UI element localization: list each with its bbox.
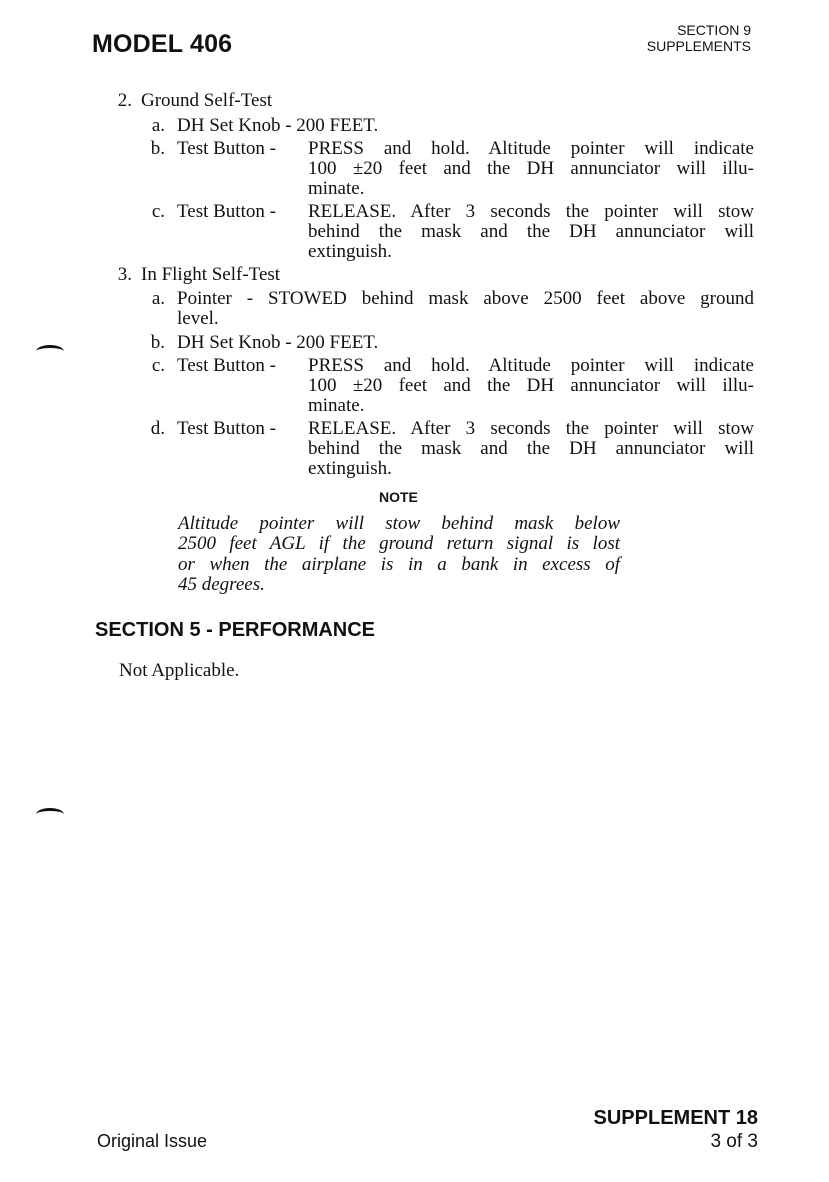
item-number: 3. (117, 264, 132, 285)
note-line: 45 degrees. (178, 573, 265, 595)
supplement-label: SUPPLEMENT 18 (593, 1107, 758, 1129)
desc-line: Pointer - STOWED behind mask above 2500 feet above ground (177, 288, 754, 309)
desc-line: minate. (308, 395, 365, 416)
subitem-letter: c. (151, 201, 165, 222)
section-header (647, 22, 751, 54)
page-number: 3 of 3 (710, 1131, 758, 1152)
subitem-description (308, 139, 754, 199)
item-title: Ground Self-Test (141, 90, 273, 111)
desc-line: behind the mask and the DH annunciator will (308, 221, 754, 242)
section-body: Not Applicable. (119, 660, 240, 681)
subitem-letter: a. (151, 115, 165, 136)
subitem-description (308, 202, 754, 262)
revision-mark (36, 345, 64, 358)
subsection-label: SUPPLEMENTS (646, 38, 751, 54)
desc-line: PRESS and hold. Altitude pointer will indicate (308, 355, 754, 376)
subitem-description (308, 419, 754, 479)
desc-line: 100 ±20 feet and the DH annunciator will illu- (308, 158, 754, 179)
desc-line: RELEASE. After 3 seconds the pointer will stow (308, 418, 754, 439)
desc-line: 100 ±20 feet and the DH annunciator will illu- (308, 375, 754, 396)
note-heading: NOTE (379, 489, 418, 505)
subitem-label: Test Button - (177, 355, 276, 376)
note-line: 2500 feet AGL if the ground return signal is lost (178, 533, 620, 555)
section-heading: SECTION 5 - PERFORMANCE (95, 619, 376, 641)
desc-line: RELEASE. After 3 seconds the pointer will stow (308, 201, 754, 222)
subitem-label: Test Button - (177, 138, 276, 159)
desc-line: level. (177, 308, 219, 329)
revision-mark (36, 808, 64, 821)
issue-label: Original Issue (97, 1131, 208, 1151)
subitem-label: Test Button - (177, 418, 276, 439)
subitem-letter: b. (150, 332, 165, 353)
section-label: SECTION 9 (677, 22, 751, 38)
desc-line: PRESS and hold. Altitude pointer will indicate (308, 138, 754, 159)
subitem-letter: b. (150, 138, 165, 159)
subitem-letter: c. (151, 355, 165, 376)
subitem-description (177, 289, 754, 329)
subitem-label: Test Button - (177, 201, 276, 222)
note-text (178, 514, 620, 595)
note-line: Altitude pointer will stow behind mask below (178, 513, 620, 534)
desc-line: extinguish. (308, 458, 392, 479)
subitem-letter: a. (151, 288, 165, 309)
item-title: In Flight Self-Test (141, 264, 281, 285)
subitem-letter: d. (150, 418, 165, 439)
subitem-label: DH Set Knob - 200 FEET. (177, 332, 379, 353)
desc-line: behind the mask and the DH annunciator will (308, 438, 754, 459)
item-number: 2. (117, 90, 132, 111)
note-line: or when the airplane is in a bank in excess of (178, 553, 620, 575)
desc-line: extinguish. (308, 241, 392, 262)
desc-line: minate. (308, 178, 365, 199)
subitem-description (308, 356, 754, 416)
subitem-label: DH Set Knob - 200 FEET. (177, 115, 379, 136)
model-title: MODEL 406 (92, 30, 233, 58)
